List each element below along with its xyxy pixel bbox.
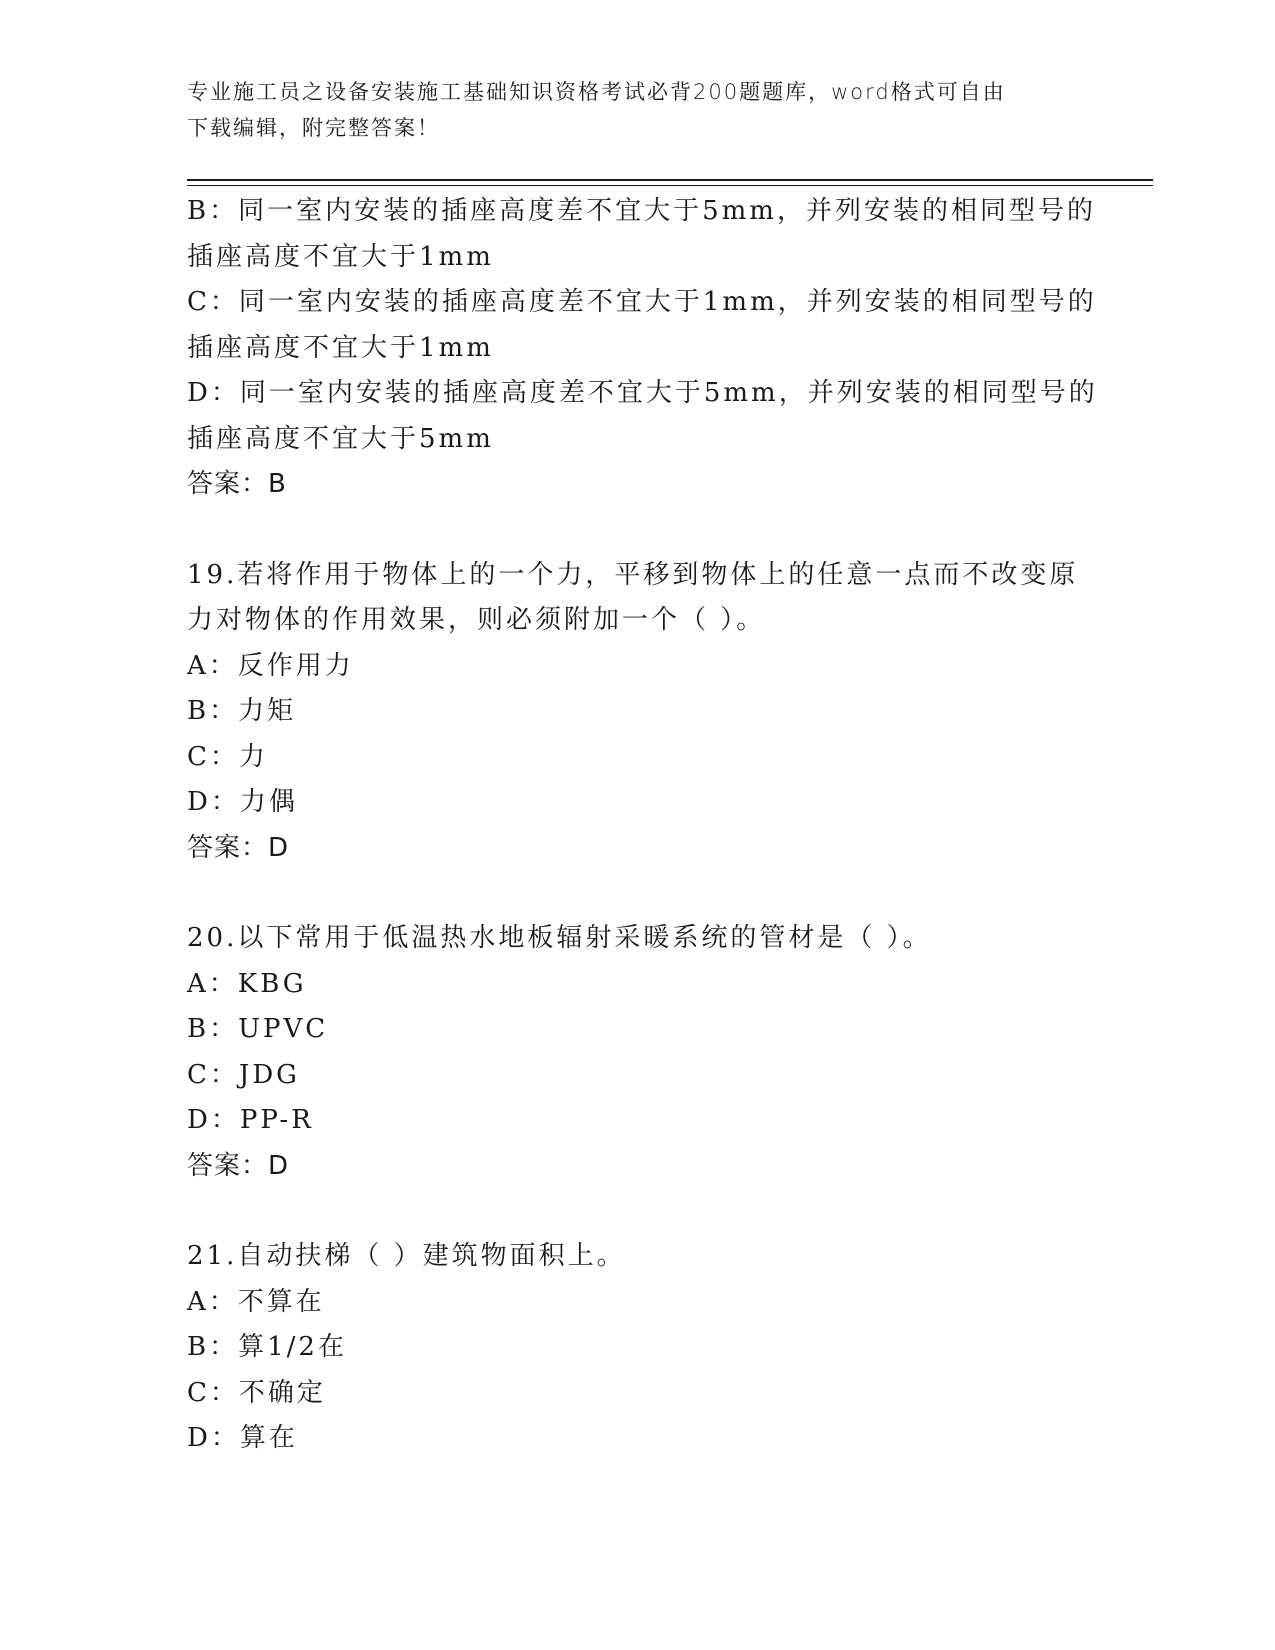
option-a: A：反作用力 <box>187 650 354 681</box>
question-spacer <box>187 508 1087 553</box>
question-stem: 20.以下常用于低温热水地板辐射采暖系统的管材是（ ）。 <box>187 923 932 953</box>
question-stem: 21.自动扶梯（ ）建筑物面积上。 <box>187 1241 626 1271</box>
question-stem-line-1: 19.若将作用于物体上的一个力，平移到物体上的任意一点而不改变原 <box>187 559 1079 590</box>
question-spacer <box>187 871 1087 916</box>
header-rule-thick <box>187 179 1153 181</box>
option-b-line-2: 插座高度不宜大于1mm <box>187 241 494 272</box>
option-b: B：UPVC <box>187 1014 329 1044</box>
option-d: D：算在 <box>187 1423 298 1453</box>
question-20 <box>187 916 1087 1189</box>
question-21 <box>187 1234 1087 1462</box>
answer-text: 答案：D <box>187 832 290 863</box>
option-c: C：JDG <box>187 1059 300 1090</box>
option-b: B：算1/2在 <box>187 1332 347 1362</box>
header-line-1: 专业施工员之设备安装施工基础知识资格考试必背200题题库，word格式可自由 <box>187 80 1006 104</box>
prev-question-block <box>187 189 1098 508</box>
option-a: A：KBG <box>187 968 307 999</box>
question-content <box>187 189 1098 1462</box>
option-d: D：力偶 <box>187 787 298 817</box>
answer-text: 答案：B <box>187 469 287 499</box>
option-d-line-2: 插座高度不宜大于5mm <box>187 423 494 454</box>
document-header <box>187 74 1077 146</box>
answer-text: 答案：D <box>187 1150 290 1181</box>
option-c: C：不确定 <box>187 1377 326 1408</box>
option-d: D：PP-R <box>187 1105 314 1135</box>
option-b: B：力矩 <box>187 696 297 726</box>
option-c-line-1: C：同一室内安装的插座高度差不宜大于1mm，并列安装的相同型号的 <box>187 287 1097 317</box>
option-c: C：力 <box>187 741 268 772</box>
option-d-line-1: D：同一室内安装的插座高度差不宜大于5mm，并列安装的相同型号的 <box>187 378 1098 408</box>
option-c-line-2: 插座高度不宜大于1mm <box>187 332 494 363</box>
header-rule-thin <box>187 185 1153 186</box>
question-19 <box>187 553 1087 872</box>
option-a: A：不算在 <box>187 1286 325 1317</box>
option-b-line-1: B：同一室内安装的插座高度差不宜大于5mm，并列安装的相同型号的 <box>187 196 1096 226</box>
question-stem-line-2: 力对物体的作用效果，则必须附加一个（ ）。 <box>187 605 766 635</box>
question-spacer <box>187 1189 1087 1234</box>
header-line-2: 下载编辑，附完整答案！ <box>187 116 440 140</box>
